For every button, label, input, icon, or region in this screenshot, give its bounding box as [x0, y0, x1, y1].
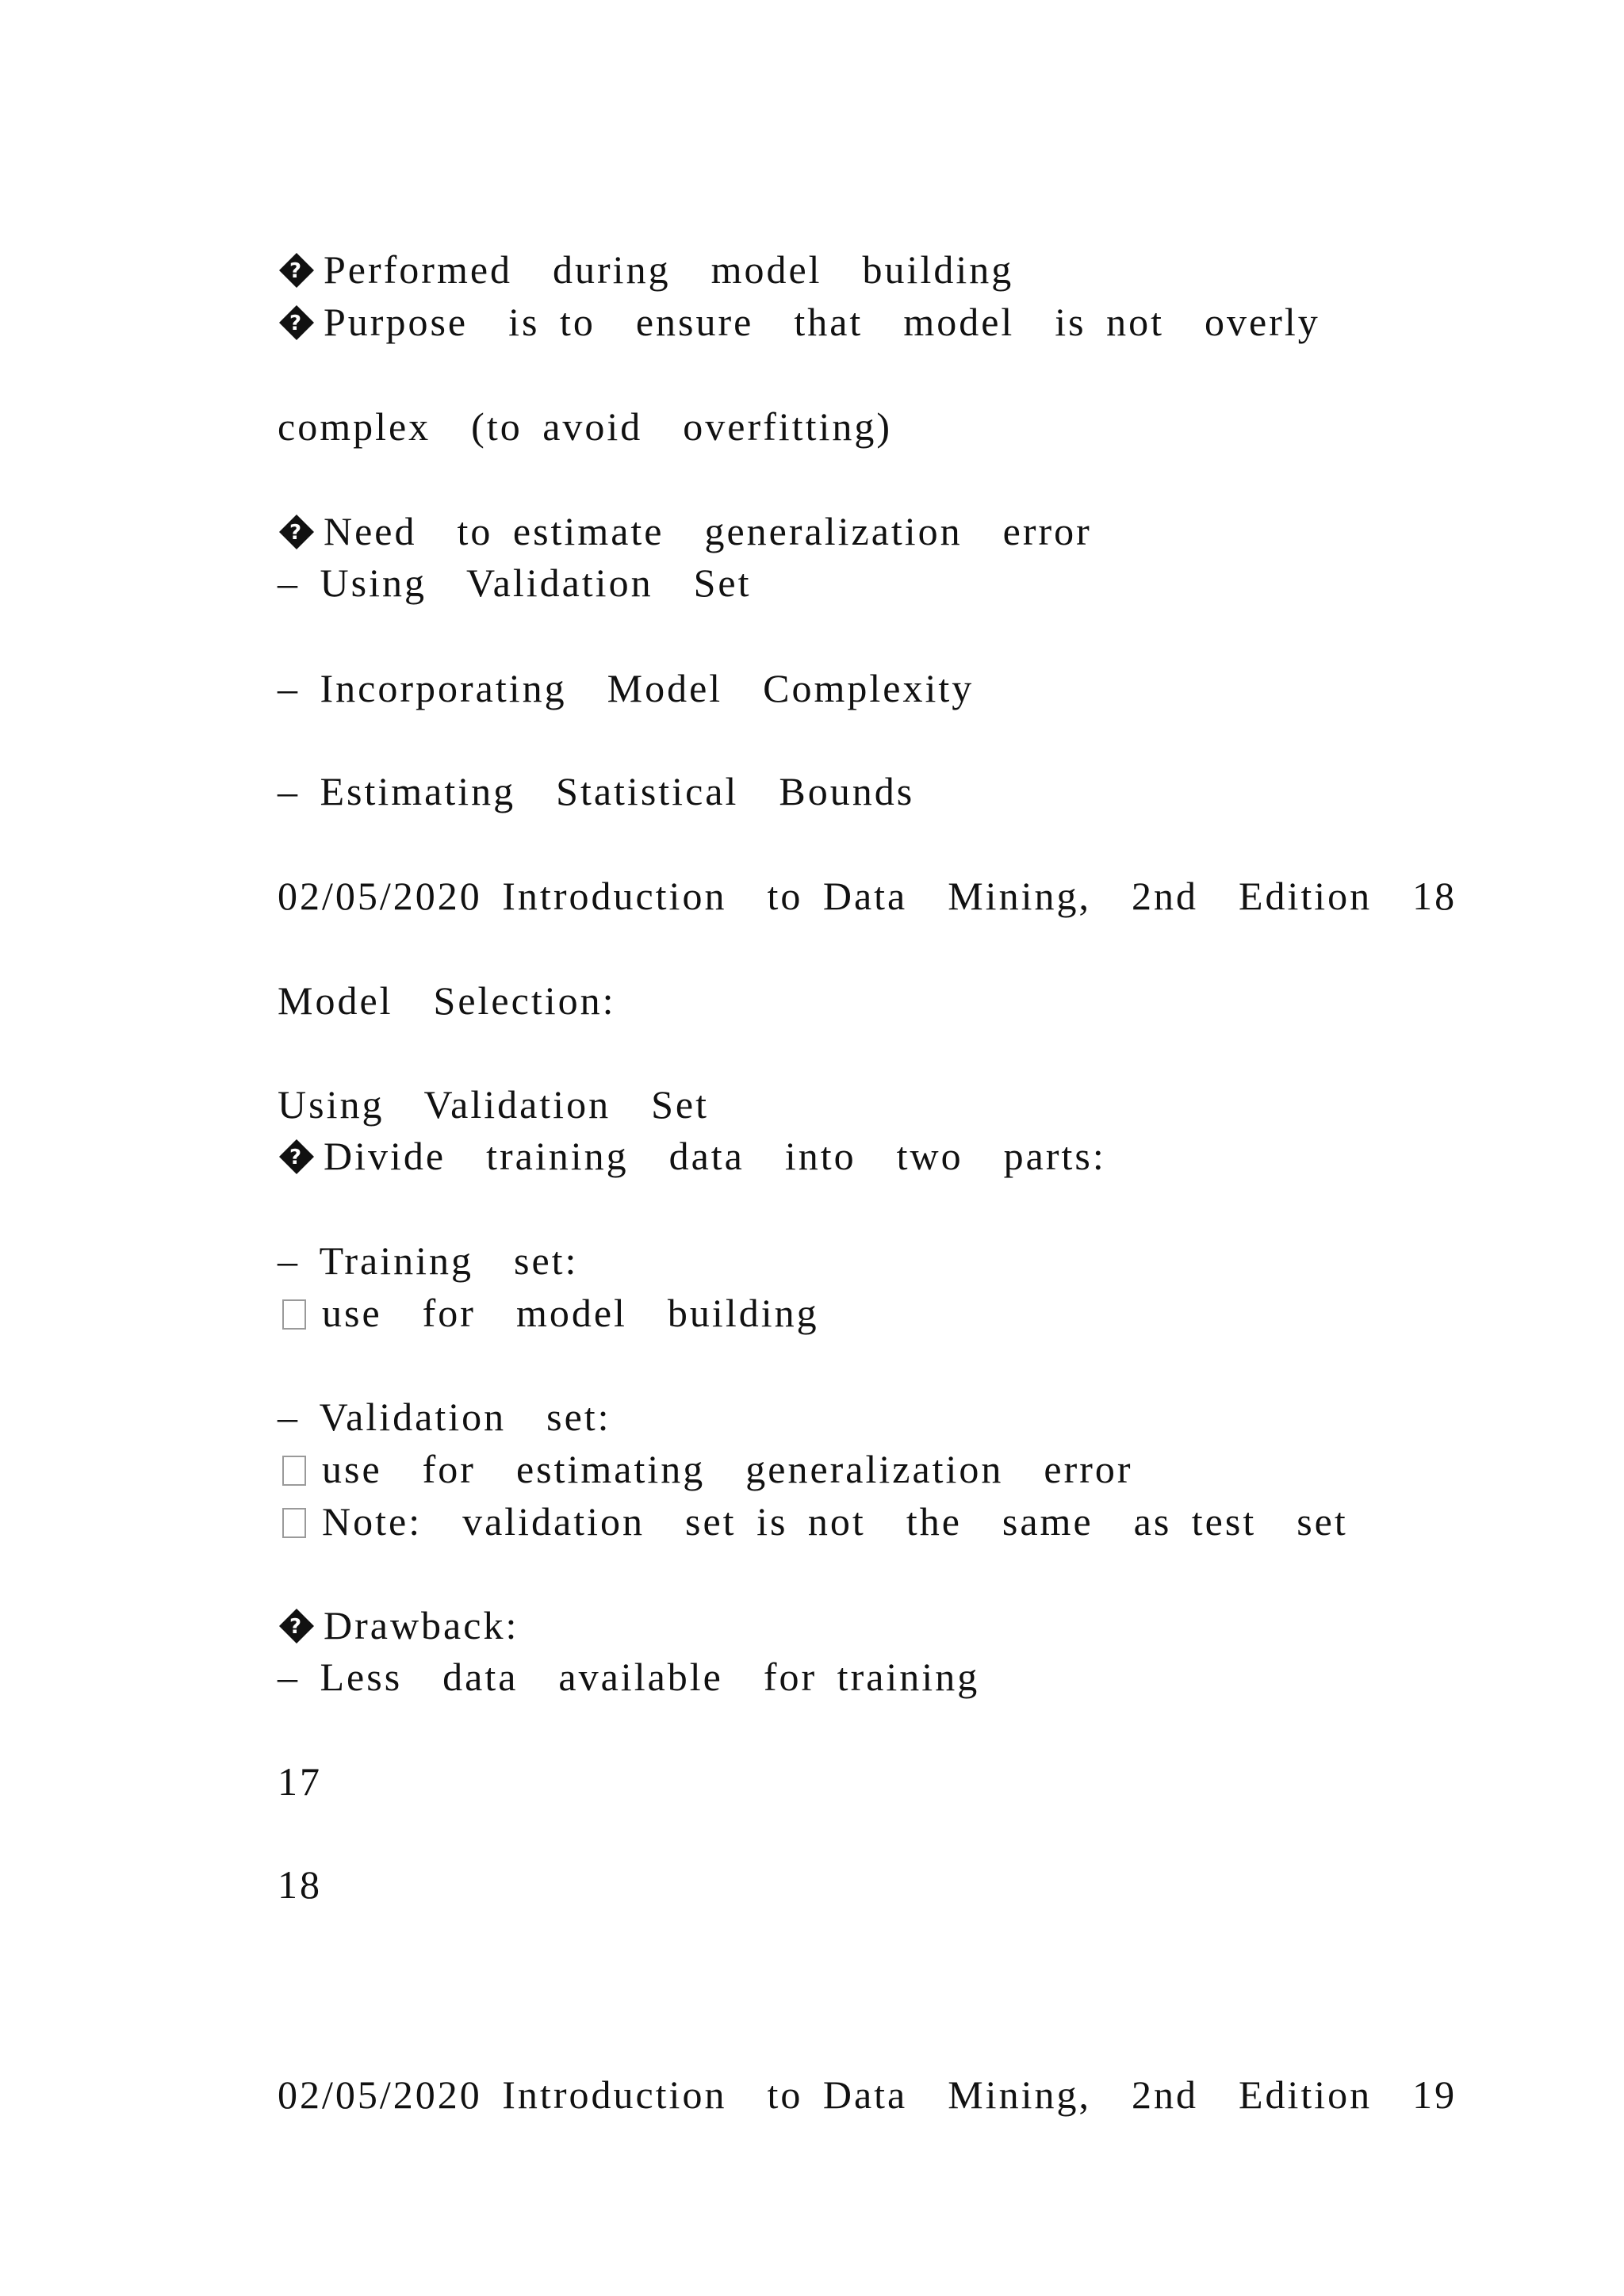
line-text: complex (to avoid overfitting)	[278, 404, 893, 449]
svg-text:?: ?	[289, 312, 304, 335]
line-text: Model Selection:	[278, 978, 616, 1023]
slide-number	[197, 1813, 322, 1956]
line-text: – Validation set:	[278, 1395, 611, 1439]
line-text: – Training set:	[278, 1238, 579, 1283]
line-text: Divide training data into two parts:	[324, 1134, 1106, 1178]
line-text: – Incorporating Model Complexity	[278, 666, 975, 710]
line-text: Note: validation set is not the same as test set	[322, 1499, 1348, 1544]
svg-text:?: ?	[289, 1146, 304, 1169]
svg-text:?: ?	[289, 1615, 304, 1639]
page-footer	[197, 2023, 1457, 2166]
replacement-char-icon	[278, 304, 316, 342]
line-text: 18	[278, 1862, 322, 1907]
missing-glyph-icon	[282, 1299, 306, 1330]
svg-text:?: ?	[289, 259, 304, 283]
missing-glyph-icon	[282, 1508, 306, 1538]
line-text: use for model building	[322, 1291, 819, 1335]
svg-text:?: ?	[289, 521, 304, 545]
line-text: – Less data available for training	[278, 1655, 980, 1699]
line-text: Purpose is to ensure that model is not overly	[324, 300, 1320, 344]
line-text: – Using Validation Set	[278, 561, 752, 605]
line-text: Performed during model building	[324, 247, 1014, 292]
line-text: – Estimating Statistical Bounds	[278, 769, 915, 813]
line-text: 02/05/2020 Introduction to Data Mining, 2nd Edition 18	[278, 874, 1457, 918]
line-text: 02/05/2020 Introduction to Data Mining, 2nd Edition 19	[278, 2072, 1457, 2117]
line-text: Need to estimate generalization error	[324, 509, 1092, 553]
line-text: 17	[278, 1759, 322, 1804]
line-text: Using Validation Set	[278, 1082, 709, 1127]
replacement-char-icon	[278, 1138, 316, 1176]
line-text: use for estimating generalization error	[322, 1447, 1133, 1491]
line-text: Drawback:	[324, 1603, 519, 1647]
